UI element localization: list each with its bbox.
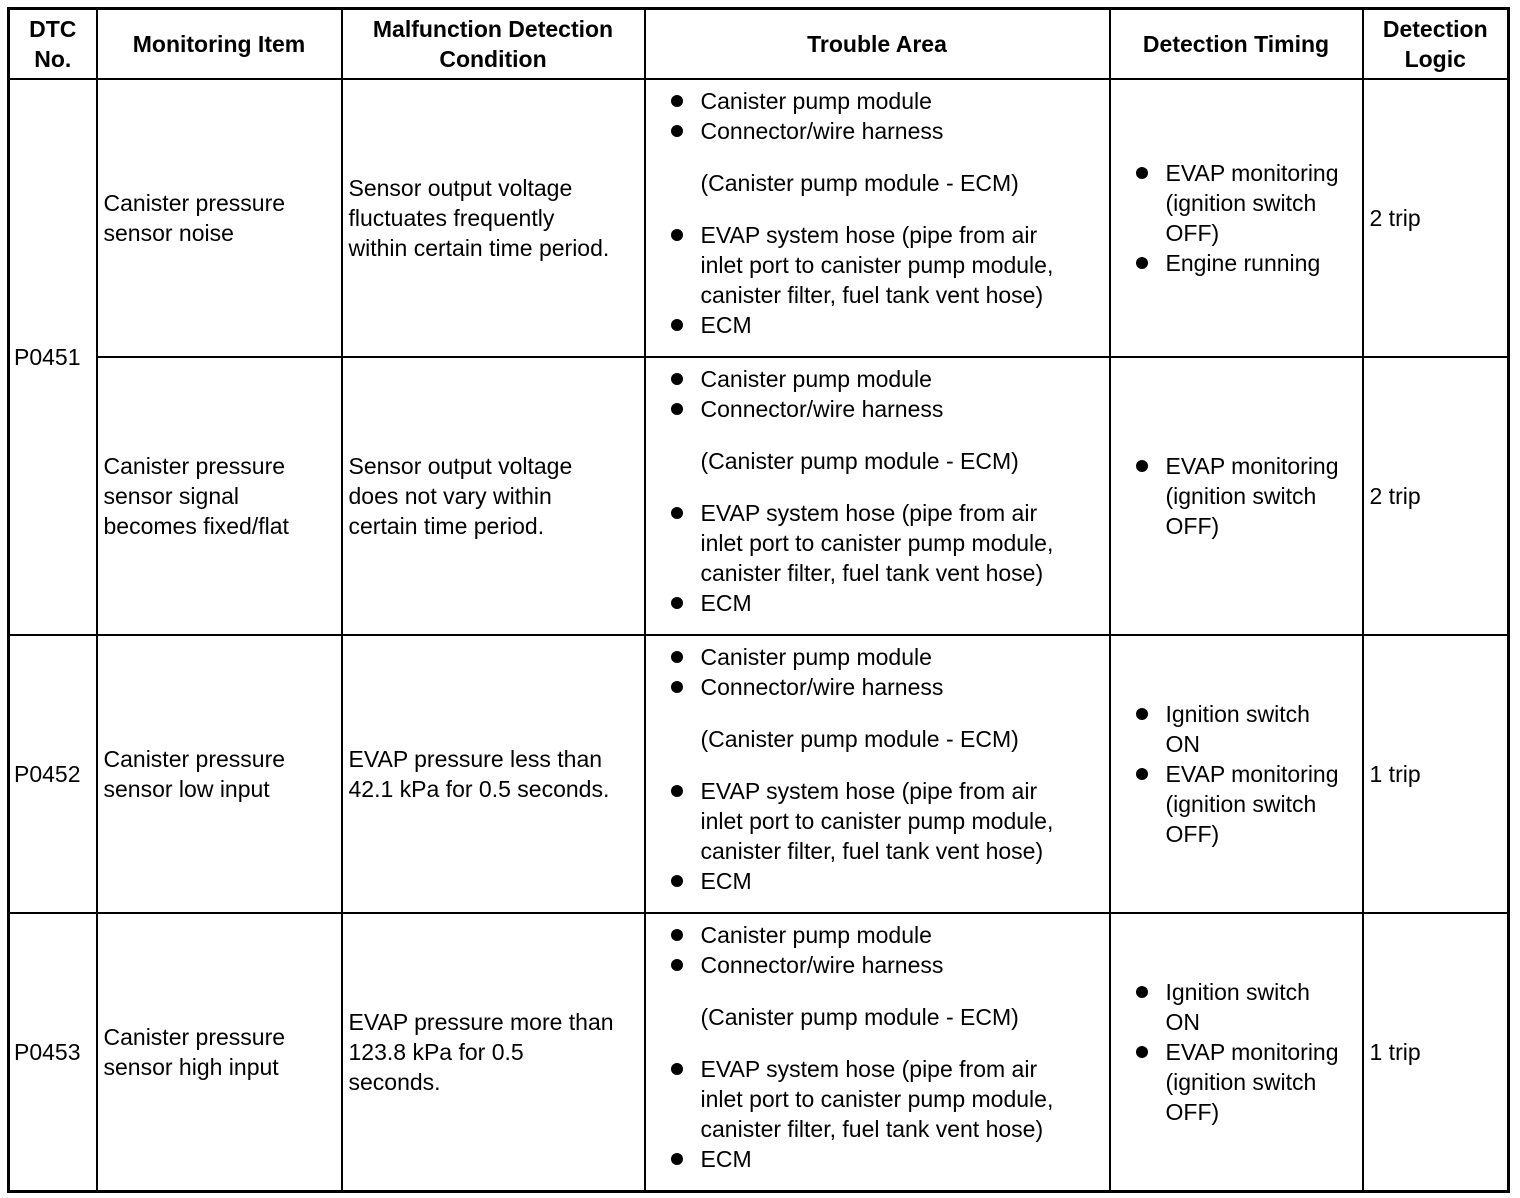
list-item: EVAP system hose (pipe from air inlet port to canister pump module, canister filter, fuel tank vent hose) [668,1054,1103,1144]
list-item-sub: (Canister pump module - ECM) [700,1004,1019,1030]
detection-timing [1110,357,1363,635]
bullet-icon [671,929,683,941]
bullet-icon [671,875,683,887]
trouble-area-list [668,920,1103,1174]
header-trouble-area: Trouble Area [645,9,1110,80]
header-row [9,9,1509,80]
bullet-icon [671,507,683,519]
list-item: ECM [668,1144,1103,1174]
detection-timing [1110,913,1363,1191]
timing-list [1133,977,1356,1127]
bullet-icon [671,785,683,797]
list-item-sub: (Canister pump module - ECM) [700,726,1019,752]
list-item: EVAP system hose (pipe from air inlet port to canister pump module, canister filter, fuel tank vent hose) [668,498,1103,588]
bullet-icon [1136,257,1148,269]
trouble-area [645,79,1110,357]
trouble-area-list [668,86,1103,340]
monitoring-item: Canister pressure sensor low input [97,635,342,913]
table-row [9,913,1509,1191]
list-item: ECM [668,866,1103,896]
bullet-icon [1136,708,1148,720]
detection-logic: 1 trip [1363,635,1509,913]
list-item: Engine running [1133,248,1356,278]
list-item: EVAP monitoring (ignition switch OFF) [1133,759,1356,849]
trouble-area [645,357,1110,635]
bullet-icon [671,651,683,663]
list-item: EVAP system hose (pipe from air inlet port to canister pump module, canister filter, fuel tank vent hose) [668,220,1103,310]
dtc-code: P0451 [9,79,97,635]
list-item-sub: (Canister pump module - ECM) [700,170,1019,196]
bullet-icon [671,1063,683,1075]
bullet-icon [671,95,683,107]
header-detection-logic: Detection Logic [1363,9,1509,80]
detection-logic: 2 trip [1363,79,1509,357]
malfunction-condition: Sensor output voltage fluctuates frequently within certain time period. [342,79,645,357]
bullet-icon [671,319,683,331]
bullet-icon [1136,986,1148,998]
bullet-icon [671,681,683,693]
trouble-area-list [668,642,1103,896]
malfunction-condition: EVAP pressure more than 123.8 kPa for 0.5 seconds. [342,913,645,1191]
timing-list [1133,699,1356,849]
malfunction-condition: Sensor output voltage does not vary within certain time period. [342,357,645,635]
header-detection-timing: Detection Timing [1110,9,1363,80]
trouble-area [645,913,1110,1191]
trouble-area-list [668,364,1103,618]
list-item: Canister pump module [668,920,1103,950]
bullet-icon [1136,768,1148,780]
bullet-icon [671,597,683,609]
timing-list [1133,158,1356,278]
header-dtc-no: DTC No. [9,9,97,80]
list-item: Connector/wire harness [668,672,1103,702]
trouble-area [645,635,1110,913]
bullet-icon [671,373,683,385]
list-item-sub: (Canister pump module - ECM) [700,448,1019,474]
dtc-code: P0452 [9,635,97,913]
list-item: EVAP monitoring (ignition switch OFF) [1133,1037,1356,1127]
malfunction-condition: EVAP pressure less than 42.1 kPa for 0.5 seconds. [342,635,645,913]
bullet-icon [671,959,683,971]
list-item: Ignition switch ON [1133,699,1356,759]
list-item: ECM [668,588,1103,618]
list-item: Connector/wire harness [668,116,1103,146]
bullet-icon [1136,1046,1148,1058]
table-row [9,357,1509,635]
list-item: ECM [668,310,1103,340]
bullet-icon [671,1153,683,1165]
list-item: Connector/wire harness [668,950,1103,980]
detection-timing [1110,79,1363,357]
header-monitoring-item: Monitoring Item [97,9,342,80]
list-item: EVAP system hose (pipe from air inlet port to canister pump module, canister filter, fuel tank vent hose) [668,776,1103,866]
timing-list [1133,451,1356,541]
bullet-icon [1136,460,1148,472]
detection-logic: 2 trip [1363,357,1509,635]
monitoring-item: Canister pressure sensor noise [97,79,342,357]
dtc-code: P0453 [9,913,97,1191]
list-item: Ignition switch ON [1133,977,1356,1037]
list-item: EVAP monitoring (ignition switch OFF) [1133,158,1356,248]
table-row [9,635,1509,913]
header-malfunction-condition: Malfunction Detection Condition [342,9,645,80]
list-item: Connector/wire harness [668,394,1103,424]
bullet-icon [671,229,683,241]
list-item: Canister pump module [668,86,1103,116]
detection-logic: 1 trip [1363,913,1509,1191]
list-item: EVAP monitoring (ignition switch OFF) [1133,451,1356,541]
list-item: Canister pump module [668,364,1103,394]
bullet-icon [671,403,683,415]
monitoring-item: Canister pressure sensor signal becomes fixed/flat [97,357,342,635]
monitoring-item: Canister pressure sensor high input [97,913,342,1191]
list-item: Canister pump module [668,642,1103,672]
dtc-table [7,7,1510,1193]
table-row [9,79,1509,357]
detection-timing [1110,635,1363,913]
bullet-icon [671,125,683,137]
bullet-icon [1136,167,1148,179]
